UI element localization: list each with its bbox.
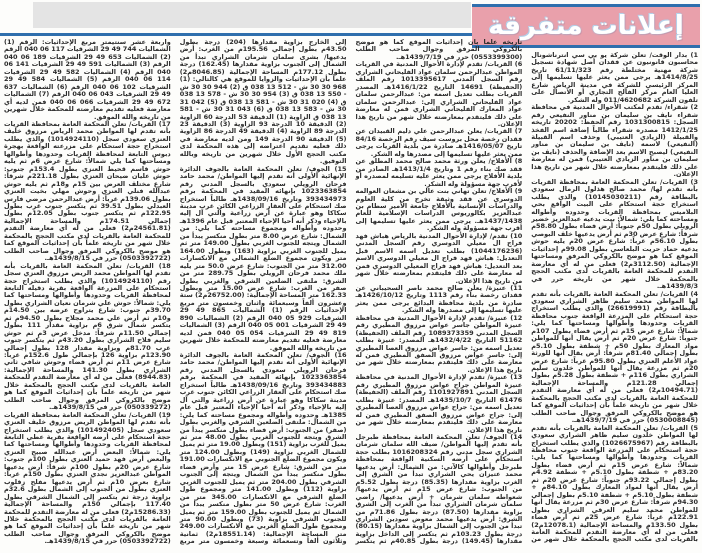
ad-item-9: 9) الأفلاج/ تعلن تهاني بنت عالي بن مشعان العوالمه الدوسري عن فقد وثيقة تخرج من كلية العلوم والدراسات الإنسانية بالأفلاج جامعة الأمير سطام بن عبدالعزيز بكالوريوس الدراسات الإسلامية للعام 1437/1438هـ. يرجى ممن يعثر عليها تسليمها إلى أقرب جهة مسؤولة وله الشكر. (355, 187, 523, 233)
ad-item-19: 19) القريات/ تعلن المحكمة العامة بمحافظة القريات بأنه تقدم لها المواطن الريض مرزوق خليف العنزي سعودي سجل (101492405) والذي يطلب استخراج حجة استحكام على أرضه الواقعة بقرية عطي التابعة لمحافظة القريات وحدودها وأطوالها ومساحتها كما يلي: شمالاً: البعض أرض عبدالله صبيح العنزي والبعض أرض فهد حميد العنزي بطول 100م جنوب: شارع عرض 20م بطول 100م شرقاً: أرض يدعيها المواطن عبدالعزيز نجدي العنزي بطول 150م غرباً: شارع بعرض 10م ثم أرض يدعيها مفلح زقلوب العنزي بطول من الجنوب إلى الشمال بطول 32.6م بزاوية درجة ثم يتكسر إلى الشمال الشرقي بطول 117.40 بإجمالي 150م والمساحة الإجمالية (15286.33م2) فعلى من له معارضة التقدم للمحكمة العامة بالقريات لدى مكتب الحجج بالمحكمة خلال شهر من تاريخه علماً بأن إحداثيات الموقع كما هو موضح بالكروكي المرفق وجوال صاحب الطلب (0503392722) حرر في 1439/8/15هـ. (4, 410, 171, 546)
ad-item-11: 11) عنيزة/ يعلن صالح محمد ناصر السحيباني عن فقدان رخصة بناء رقم 1113 وتاريخ 1426/10/12هـ صادرة من بلدية محافظة البدائع يرجى ممن يعثر عليها تسليمها إلى مصدرها وله الشكر. (355, 283, 523, 315)
ad-item-4: 4) القريات/ تعلن المحكمة العامة بالقريات بأنه تقدم لها المواطن محمد سليم ظاهر الشراري سعودي بالبطاقة رقم (26619991) والذي يطلب استخراج حجة استحكام على المزرعة الواقعة جنوب محافظة القريات وحدودها وأطوالها ومساحتها كما يلي: شمالاً: شارع عرض 15م ثم أرض فضاء بطول 107م جنوباً: شارع عرض 20م ثم أرض يقال أنها للمواطن مواد المعارك بطول 50م + شطفة بطول 5.10م بطول إجمالي 81.40م شرقاً: أرض يقال أنها للورثة عواد الأعلم العنزي بطول 95.80م غرباً: شارع عرض 20م ثم مزرعة يقال أنها للمواطن خلدون سليم الشراري بطول 116م + شطفة بطول 5.28م بطول إجمالي 121.28م والمساحة الإجمالية (10494.71م2) فعلى من له أي معارضة التقدم للمحكمة العامة بالقريات لدى مكتب الحجج بالمحكمة خلال شهر من تاريخه علماً بأن إحداثيات الموقع كما هو موضح بالكروكي المرفق وجوال صاحب الطلب (0530008845) حرر في 1439/7/19هـ. (531, 289, 698, 425)
ad-item-6: 6) القريات/ تقدم لإدارة الأحوال المدنية في القريات المواطن عبدالرحمن سلمان عواد الفليحاني الشراري رقم السجل المدني 1013395617 رقم الملف (الحفيظة) 14691 التاريخ 1416/1/22هـ المصدر القريات بطلب تعديل اسمه من: عبدالرحمن سلمان عواد الفليحاني الشراري إلى: عبدالرحمن سلمان عواد المعارك الفليحاني الشراري فمن له معارضة على ذلك فليتقدم بمعارضته خلال شهر من تاريخ هذا الإعلان. (355, 60, 523, 128)
ad-item-2: 2) شقراء/ تقدم لمكتب الأحوال المدنية في محافظة شقراء نايف بن سليمان بن مناور النفيعي رقم السجل: 1031300815 رقم الحفظ: 20202 تاريخه 1412/1/25 مصدره شقراء طالباً إضافة اسم الفخذ والقبيلة (الزيادي العتيبي) وحذف اسم القبيلة (النفيعي) لاسمه (نايف بن سليمان بن مناور النفيعي) ليصبح الاسم بعد الإضافة والحذف (نايف بن سليمان بن مناور الزيادي العتيبي) فمن له معارضة على ذلك فليتقدم بمعارضته خلال شهر من تاريخ هذا الإعلان. (531, 103, 698, 179)
ad-item-12: 12) عنيزة/ تقدم لإدارة الأحوال المدنية في محافظة عنيزة المواطن جاسر عواض مرزوق المطيري رقم السجل المدني 1089373359 رقم الملف (الحفيظة) 51162 التاريخ 1432/4/22هـ المصدر: عنيزة بطلب تعديل اسمه من: جاسر عواض مرزوق العصا المطيري إلى: جاسر عواض مرزوق الصفق المطيري فمن له معارضة على ذلك فليتقدم بمعارضته خلال شهر من تاريخ هذا الإعلان. (355, 313, 523, 374)
ad-item-10: 10) تقدم/ لإدارة الأحوال المدنية بالرياض هباش فهد فراج ال معيلي الدوسري رقم السجل المدني (1044176236) بطلب تعديل اسمه الاسم قبل التعديل: هباش فهد فراج ال معيلي الدوسري الاسم بعد التعديل: هباش فهد فراج المعيلي الدوسري فمن له معارضة على ذلك فليتقدم بمعارضته خلال شهر من تاريخ هذا الإعلان. (355, 231, 523, 285)
ad-item-18: 18) القريات/ تعلن المحكمة العامة بالقريات بأنه تقدم لها المواطن محمد الريض مرزوق العنزي سجل رقم (1014924110) والذي يطلب استخراج حجة استحكام على المزرعة الواقعة بقرية دقيله التابعة لمحافظة القريات وحدودها وأطوالها ومساحتها كما يلي: شمالاً: حوش علي شرمان نعيان الشراري بطول 39.70م جنوب: شارع يتراوح عرضه بين 14.50م و10م ثم أرض علي محمد مجلاح بطول 94.50م ثم يتكسر شمال شرق 6م بزاوية مقدار 111 بطول إجمالي 11.50م شرقاً: مدخل عرض 3م ثم حوش سليم فلاح الشراري بطول 43.20م ثم يتكسر جنوب غرب 81.70م وبزاوية مقدار 128 بطول إجمالي 123.90م بزاوية 126 بإجمالي طول 152.6م غرباً: شارع عرض 11م ثم أرض فضاء وحوش شافي ثاني الشراري بطول 141.30 والمساحة الإجمالية: (8944.83) فعلى من له أي معارضة التقدم للمحكمة العامة بالقريات لدى مكتب الحجج بالمحكمة خلال شهر من تاريخه علماً بأن إحداثيات الموقع كما هو موضح بالكروكي المرفق وجوال صاحب الطلب (050339272) حرر في 1439/8/15هـ. (4, 261, 171, 412)
ad-item-17: 17) القريات/ تعلن المحكمة العامة بمحافظة القريات بأنه تقدم لها المواطن محمد الرياض مرزوق خليف العنزي سعودي سجل (1014924110) والذي يطلب استخراج حجة استحكام على مزرعته الواقعة بهجرة دبوس التابعة لمحافظة القريات وحدودها وأطوالها ومساحتها كما يلي شمالاً: شارع عرض 6م ثم يليه حوش قاسم قحيط العنزي بطول 153.4م جنوب: حوش عليان ضيحان العنزي بطول 221.18م شرقاً: شارع مختلف العرض بين 15م و18م ثم يليه حوش عبدالله فنلي العنزي وحوش مهلي بخيت العنزي بطول 139.06م غرباً: أرض عبدالرحمن مرضي فارس العبدلي بطول 39.51 ثم يتكسر جنوب غرب بطول 122.95م ثم يتكسر جنوب بطول 12.05م بطول إجمالي 174.51م والمساحة الإجمالية (24561.81م2) فعلى من له أي معارضة التقدم للمحكمة العامة بالقريات لدى مكتب الحجج بالمحكمة خلال شهر من تاريخه علماً بأن إحداثيات الموقع كما هو موضح بالكروكي المرفق وجوال صاحب الطلب (0503392722) حرر في 1439/8/15هـ. (4, 119, 171, 263)
header-rule (0, 33, 474, 36)
ad-item-3: 3) القريات/ تعلن المحكمة العامة بمحافظة القريات بأنه تقدم لها/ محمد صالح هذلول الرمال سعودي بالبطاقة رقم (10145030211) والذي يطلب استخراج حجة استحكام على البيت الواقع بحي البلاميس بمحافظة القريات وحدوده وأطواله ومساحته كما يلي: شمالاً: بيت يدعيه عبدالعزيز خضير الرويلي بطول 50م جنوباً: أرض فضاء بطول 58.80م شرقاً: شارع عرض 30م ثم أرض يدعيها خلف البوصي بطول 56.10م غرباً: شارع عرض 20م يليه حوش يدعيه حماد حريت البلعاسي بطول 99.08م إحداثيات الموقع كما هو موضح بالكروكي المرفق ومساحتها الإجمالية (3112.50م2) فعلى من له أي معارضة التقدم للمحكمة العامة بالقريات لدى مكتب الحجج بالمحكمة خلال شهر من تاريخه حرر في 1439/8/3هـ. (531, 177, 698, 291)
ads-columns (4, 39, 698, 550)
ad-item-14: 14) الجوف/ تعلن المحكمة العامة بمحافظة طبرجل بأنه تقدم إليها المواطن/ ضيف الله سلمان شرمان الشراري سجل مدني رقم 1016208324 بطلب حجة استحكام على أرضه السكنية الواقعة بمحافظة طبرجل وأطوالها كالآتي: من الشمال: أرض يدعيها محمد عتيزان يحي الشراري تبدأ من الشرق إلى الغرب بزاوية مقدارها (85.35) درجة بطول 5.52م من الجنوب: شارع عرض 15م ثم أرض يدعيها/ شعواطه سلمان شرمان + أرض يدعيها/ راضي سلمان شرمان الشراري تبدأ من الغرب إلى الشرق بزاوية مقدارها (87.50) درجة بطول 71.86م من الشرق: أرض يدعيها محمد معوض سودين الشراري تبدأ من الجنوب إلى الشمال بزاوية مقدارها (80.15) درجة بطول 103.23م ثم يتكسر إلى الداخل بزاوية مقدارها (149.45) درجة بطول 40.85م ثم يتكسر إلى الخارج بزاوية مقدارها (204) درجة بطول 43.50م بطول إجمالي 195.56م من الغرب: أرض يدعيها/ بشرى سلمان شرمان الشراري تبدأ من الشمال إلى الجنوب بزاوية مقدارها (162.45) درجة بطول 177.12م المساحة الإجمالية (8046.85م2) علماً بأن الإحداثيات والزوايا للموقع هي كالتالي: (1) 968 30 30 ش - 512 13 038 ق (2) 944 30 30 ش - 550 13 038 ق (3) 954 30 30 ش - 578 13 038 ق (4) 020 31 30 ش - 581 13 038 ق (5) 042 31 30 ش - 583 13 038 ق (6) 043 31 30 ش - 581 13 038 ق الزاوية (1) الدقيقة 53 الدرجة 60 الزاوية (2) الدقيقة 10 الدرجة 93 الزاوية (3) الدقيقة 23 الدرجة 89 الزاوية (4) الدقيقة 49 الدرجة 86 الزاوية (5) الدقيقة 90 الدرجة 149 ومن لديه معارضة في ذلك فعليه تقديم اعتراضه إلى هذه المحكمة لدى مكتب الحجج الأول خلال شهرين من تاريخه وبالله التوفيق. (179, 39, 523, 546)
ad-item-5: 5) القريات/ تعلن المحكمة العامة بالقريات بأنه تقدم لها المواطن خلدون سليم ظاهر الشراري سعودي بالبطاقة رقم (1026675967) والذي يطلب استخراج حجة استحكام على المزرعة الواقعة جنوب محافظة القريات وحدودها وأطوالها ومساحتها كما يلي: شمالاً: شارع عرض 15م ثم أرض فضاء بطول 83.20م + شطفة بطول 5.10م + شطفة 4.92م بطول إجمالي 93.22م جنوباً: شارع عرض 20م ثم أرض يقال أنها لمواد المعارك بطول 84.10م + شطفة بطول 5.10م + شطفة 5.10م بطول إجمالي 94.30م شرقاً: شارع عرض 30م ثم مزرعة يقال أنها للمواطن محمد سليم العرقي الشراري بطول 122.91م غرباً: شارع عرض 25م ثم أرض فضاء بطول 133.50م والمساحة الإجمالية (12078.1م2) فعلى من له أي معارضة التقدم للمحكمة العامة بالقريات لدى مكتب الحجج بالمحكمة خلال شهر من تاريخه علماً بأن إحداثيات الموقع كما هو موضح بالكروكي المرفق وجوال صاحب الطلب (0553399300) حرر في 1439/7/19هـ. (355, 39, 698, 544)
masthead-strip (33, 2, 471, 28)
ad-item-16: 16) الجوف/ تعلن المحكمة العامة بالجوف الدائرة الإنهائية الأولى أنه تقدم إليها المواطن/ محمد حامد فرحان الرويلي سعودي بالسجل المدني رقم 1023363854 بإنهائه المقيد في المحكمة برقم 393434883 وتاريخ 1438/09/16هـ طالباً استخراج صك استحكام على العقار الزراعي الكائن جنوب غرب مدينة سكاكا وهو عبارة عن أرض زراعية والتي آل إليه بالإحياء وذكر أنه أحيا الإحياء المعتبر قبل عام 1385هـ وحدوده وأطواله ومجموع مساحته كما يلي: من الشمال: ملتقى الضلعين الشرقي والغربي بطول (صفر) من الجنوب: أرض فضاء بطول منكسر يبدأ من الشرق ويتجه للجنوب الغربي بطول 48.00 متر ثم يميل للغرب بزاوية (151) وبطول 19.00 متر ثم يميل للشمال الغربي بزاوية (149) وبطول 124.00 متر ويكون مجموع الضلع الجنوبي مع الانكسارات 191.00 متر من الشرق: شارع عرض 15 متر وأرض فضاء بطول منكسر يبدأ من الشمال ويتجه إلى الجنوب الشرقي بطول 204.00 متر ثم يميل للجنوب الغربي بزاوية (112) وبطول 141.00 متر ومجموع طول الضلع الشرقي مع الانكسارات 345.00 متر من الغرب: شارع عرض 50 متر بطول منكسر يبدأ من الشمال ثم يميل للجنوب بطول 159.00 متر ثم يميل للجنوب الشرقي بزاوية (73) وبطول 90.00 متر ومجموع طول الضلع الغربي مع الانكسارات 249.00 متر المساحة الإجمالية: (18551.14م2) ثمانية وثلاثون ألفاً وتسعمائة وسبعة وخمسون متر مربع وأربعة عشر سنتيمتر مربع الإحداثيات: الرقم (1) الشماليات 744 49 29 الشرقيات 117 06 040 الرقم (2) الشماليات 653 49 29 الشرقيات 189 06 040 الرقم (3) الشماليات 591 49 29 الشرقيات 141 06 040 الرقم (4) الشماليات 582 49 29 الشرقيات 114 06 040 الرقم (5) الشماليات 584 49 29 الشرقيات 102 06 040 الرقم (6) الشماليات 637 49 29 الشرقيات 043 06 040 الرقم (7) الشماليات 672 49 29 الشرقيات 066 06 040 فمن لديه أي معارضة فعليه تقديم معارضته للمحكمة خلال شهرين من تاريخه والله الموفق. (4, 39, 347, 546)
ad-item-8: 8) الأفلاج/ يعلن ورثة محمد صالح محمد المطلق عن فقد صك بناء رقم 1 وتاريخ 1413/1/4هـ الصادر من بلدية الأفلاج يرجى ممن يعثر عليه تسليمه لمصدره أو لأقرب جهة مسؤولة وله الشكر. (355, 157, 523, 188)
ad-item-13: 13) عنيزة/ تقدم لإدارة الأحوال المدنية في محافظة عنيزة المواطن جراح عواض مرزوق المطيري رقم السجل المدني 1101927891 رقم الملف (الحفيظة) 61476 التاريخ 1435/10/7هـ المصدر: عنيزة بطلب تعديل اسمه من: جراح عواض مرزوق العصا المطيري إلى: جراح عواض مرزوق الصفق المطيري فمن له معارضة على ذلك فليتقدم بمعارضته خلال شهر من تاريخ هذا الإعلان. (355, 373, 523, 434)
section-title: إعلانات متفرقة (488, 11, 684, 41)
ad-item-15: 15) الجوف/ تعلن المحكمة العامة بالجوف الدائرة الإنهائية الأولى أنه تقدم إليها المواطن/ محمد حامد فرحان الرويلي سعودي بالسجل المدني رقم 1023363854 بإنهائه المقيد في المحكمة برقم 393434973 وتاريخ 1438/09/16هـ طالباً استخراج صك استحكام على العقار الزراعي الكائن غرب مدينة سكاكا وهو عبارة عن أرض زراعية والتي آل إليه بالإحياء وذكر أنه أحيا الإحياء المعتبر قبل عام 1396هـ وحدوده وأطواله ومجموع مساحته كما يلي: من الشمال: شارع عرض 8.00 متر بطول منكسر يبدأ من الشمال ويتجه للجنوب الغربي بطول 149.00 متر ثم يميل للجنوب الغربي بزاوية (163) وبطول 164.00 متر ويكون مجموع الضلع الشمالي مع الانكسارات 312.00 متر من الجنوب: شارع عرض 50.0 متر يليه ملك محمد فرحان الرويلي بطول 289.75 متر من الشرق: ملتقى الضلعين الشرقي والغربي بطول صفر من الغرب: شارع عرض 15.00 متر وبطول 162.33 متر المساحة الإجمالية: (26752.00م2) ستة وعشرون ألفاً وسبعمائة واثنان وخمسون متر مربع الإحداثيات الرقم (1) الشماليات 865 49 29 الشرقيات 929 05 040 الرقم (2) الشماليات 890 49 29 الشرقيات 001 05 040 الرقم (3) الشماليات 819 49 29 الشرقيات 054 05 040 فمن لديه معارضة فعليه تقديم معارضته للمحكمة خلال شهرين من تاريخه والله الموفق. (179, 164, 347, 352)
ad-item-1: 1) بدار الوقت/ تعلن شركة يو بي سي انترناشونال محاسبون قانونيون عن فقدان أصل شهادة تسجيل شركة مهنية مختلطة رقم 61/11/323 تاريخ 1414/8/25هـ يرجى ممن يعثر عليها تسليمها إلى المركز الرئيسي للشركة في مدينة الرياض شارع العليا العام مركز الفالح التجاري أو الاتصال على تلفون الشركة 011/4620682 وله الشكر. (531, 51, 698, 104)
ad-item-7: 7) القريات/ يعلن عبدالرحمن علي دليم القبيدان عن فقدان رخصة محل بروست سيف رقم الرخصة 84/16 تاريخ 1416/05/07هـ صادرة من بلدية القريات يرجى ممن يعثر عليها تسليمها إلى مصدرها وله الشكر. (355, 127, 523, 158)
